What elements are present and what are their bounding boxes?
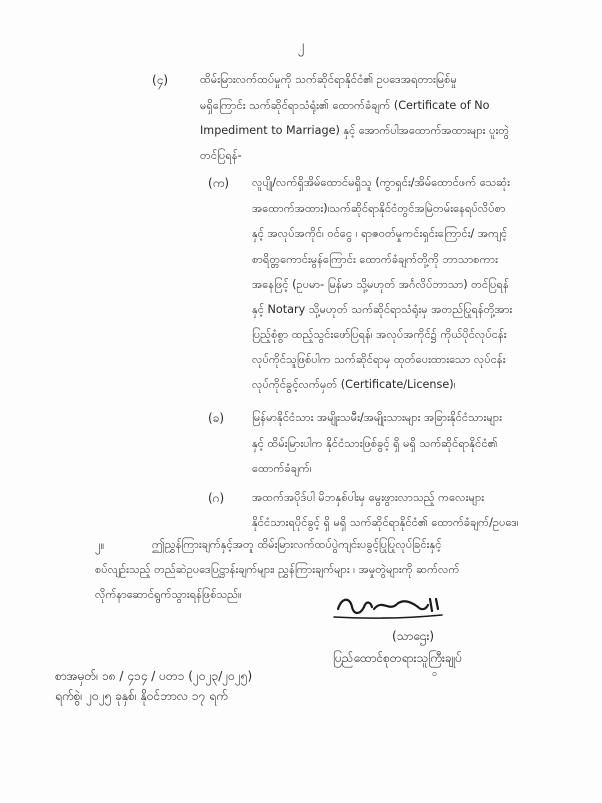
sub-ka-line-5: အနေဖြင့် (ဥပမာ- မြန်မာ သို့မဟုတ် အင်္ဂလိပ်ဘာသာ) တင်ပြရန် bbox=[252, 278, 509, 291]
page-number: ၂ bbox=[297, 38, 305, 54]
sub-ka-line-1: လူပျို/လက်ရှိအိမ်ထောင်မရှိသူ (ကွာရှင်း/အိမ်ထောင်ဖက် သေဆုံး bbox=[252, 176, 510, 189]
para-2-line-3: လိုက်နာဆောင်ရွက်သွားရန်ဖြစ်သည်။ bbox=[95, 588, 242, 601]
section-4-marker: (၄) bbox=[152, 73, 169, 87]
signatory-mark: ဝ bbox=[432, 669, 438, 679]
section-4-line-3: Impediment to Marriage) နှင့် အောက်ပါအထောက်အထားများ ပူးတွဲ bbox=[200, 124, 510, 137]
sub-kha-line-1: မြန်မာနိုင်ငံသား အမျိုးသမီး/အမျိုးသားများ အခြားနိုင်ငံသားများ bbox=[252, 411, 502, 424]
sub-ka-line-8: လုပ်ကိုင်သူဖြစ်ပါက သက်ဆိုင်ရာမှ ထုတ်ပေးထားသော လုပ်ငန်း bbox=[252, 353, 506, 366]
signatory-name: (သာဌေး) bbox=[392, 629, 435, 643]
sub-ka-line-4: စာရိတ္တကောင်းမွန်ကြောင်း ထောက်ခံချက်တို့ကို ဘာသာစကား bbox=[252, 253, 498, 266]
sub-kha-marker: (ခ) bbox=[208, 411, 225, 425]
section-4-line-2: မရှိကြောင်း သက်ဆိုင်ရာသံရုံး၏ ထောက်ခံချက် (Certificate of No bbox=[200, 99, 490, 112]
sub-ga-line-2: နိုင်ငံသားရပိုင်ခွင့် ရှိ မရှိ သက်ဆိုင်ရာနိုင်ငံ၏ ထောက်ခံချက်/ဥပဒေ၊ bbox=[252, 516, 519, 529]
sub-ka-line-2: အထောက်အထား)၊သက်ဆိုင်ရာနိုင်ငံတွင်အမြဲတမ်းနေရပ်လိပ်စာ bbox=[252, 202, 506, 215]
signatory-title: ပြည်ထောင်စုတရားသူကြီးချုပ် bbox=[333, 651, 463, 665]
sub-ga-line-1: အထက်အပိုဒ်ပါ မိဘနှစ်ပါးမှ မွေးဖွားလာသည့် ကလေးများ bbox=[252, 491, 485, 504]
para-2-marker: ၂။ bbox=[95, 538, 105, 552]
sub-kha-line-3: ထောက်ခံချက်၊ bbox=[252, 462, 312, 475]
sub-ka-line-7: ပြည့်စုံစွာ ထည့်သွင်းဖော်ပြရန်၊ အလုပ်အကိုင်၌ ကိုယ်ပိုင်လုပ်ငန်း bbox=[252, 328, 507, 341]
letter-date: ရက်စွဲ၊ ၂၀၂၅ ခုနှစ်၊ နိုဝင်ဘာလ ၁၇ ရက် bbox=[55, 689, 228, 703]
sub-kha-line-2: နှင့် ထိမ်းမြားပါက နိုင်ငံသားဖြစ်ခွင့် ရှိ မရှိ သက်ဆိုင်ရာနိုင်ငံ၏ bbox=[252, 437, 498, 450]
sub-ka-line-9: လုပ်ကိုင်ခွင့်လက်မှတ် (Certificate/License)၊ bbox=[252, 378, 456, 391]
sub-ka-line-6: နှင့် Notary သို့မဟုတ် သက်ဆိုင်ရာသံရုံးမှ အတည်ပြုရန်တို့အား bbox=[252, 303, 513, 316]
section-4-line-4: တင်ပြရန်- bbox=[200, 149, 242, 162]
handwritten-signature bbox=[330, 585, 450, 625]
section-4-line-1: ထိမ်းမြားလက်ထပ်မှုကို သက်ဆိုင်ရာနိုင်ငံ၏ ဥပဒေအရတားမြစ်မှု bbox=[200, 73, 457, 86]
sub-ka-line-3: နှင့် အလုပ်အကိုင်၊ ဝင်ငွေ ၊ ရာဇဝတ်မှုကင်းရှင်းကြောင်း/ အကျင့် bbox=[252, 227, 508, 240]
para-2-line-2: စပ်လျဉ်းသည့် တည်ဆဲဥပဒေပြဋ္ဌာန်းချက်များ၊ ညွှန်ကြားချက်များ ၊ အမှုတွဲများကို ဆက်လက် bbox=[95, 563, 460, 576]
letter-number: စာအမှတ်၊ ၁၈ / ၄၁၄ / ပတ၁ (၂၀၂၃/၂၀၂၅) bbox=[55, 669, 253, 683]
para-2-line-1: ဤညွှန်ကြားချက်နှင့်အတူ ထိမ်းမြားလက်ထပ်ပွဲကျင်းပခွင့်ပြုပြုလုပ်ခြင်းနှင့် bbox=[152, 538, 442, 551]
sub-ga-marker: (ဂ) bbox=[208, 491, 225, 505]
sub-ka-marker: (က) bbox=[208, 176, 230, 190]
